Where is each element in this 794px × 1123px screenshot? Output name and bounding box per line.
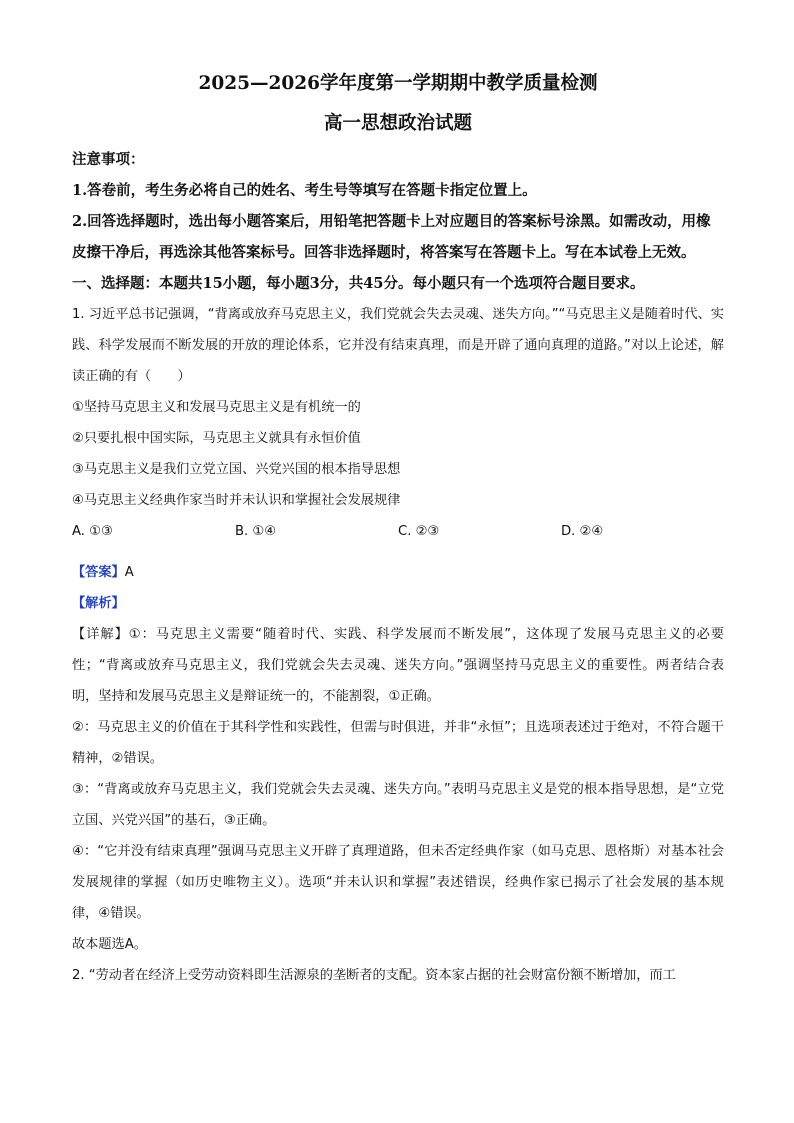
option-a: A. ①③ — [72, 524, 113, 539]
conclusion-line: 故本题选A。 — [72, 937, 147, 952]
detail-paragraph-4: ④：“它并没有结束真理”强调马克思主义开辟了真理道路，但未否定经典作家（如马克思、恩格斯）对基本社会发展规律的掌握（如历史唯物主义）。选项“并未认识和掌握”表述错误，经典作家已揭示了社会发展的基本规律，④错误。 — [72, 844, 724, 921]
detail-paragraph-2: ②：马克思主义的价值在于其科学性和实践性，但需与时俱进，并非“永恒”；且选项表述过于绝对，不符合题干精神，②错误。 — [72, 720, 724, 766]
question-1-options — [72, 516, 724, 547]
section-heading: 一、选择题：本题共15小题，每小题3分，共45分。每小题只有一个选项符合题目要求。 — [72, 275, 645, 292]
option-b: B. ①④ — [235, 524, 277, 539]
detail-paragraph-1 — [72, 619, 724, 712]
question-2-stem: 2. “劳动者在经济上受劳动资料即生活源泉的垄断者的支配。资本家占据的社会财富份额不断增加，而工 — [72, 968, 676, 983]
detail-paragraph-3: ③：“背离或放弃马克思主义，我们党就会失去灵魂、迷失方向。”表明马克思主义是党的根本指导思想，是“立党立国、兴党兴国”的基石，③正确。 — [72, 782, 724, 828]
exam-title: 2025—2026学年度第一学期期中教学质量检测 — [198, 73, 598, 94]
answer-line — [72, 557, 724, 588]
answer-value: A — [124, 565, 134, 580]
document-page — [72, 72, 724, 991]
detail-1-text: ①：马克思主义需要“随着时代、实践、科学发展而不断发展”，这体现了发展马克思主义的必要性；“背离或放弃马克思主义，我们党就会失去灵魂、迷失方向。”强调坚持马克思主义的重要性。两者结合表明，坚持和发展马克思主义是辩证统一的，不能割裂，①正确。 — [72, 627, 725, 704]
question-1-stem: 1. 习近平总书记强调，“背离或放弃马克思主义，我们党就会失去灵魂、迷失方向。”“马克思主义是随着时代、实践、科学发展而不断发展的开放的理论体系，它并没有结束真理，而是开辟了通向真理的道路。”对以上论述，解读正确的有（ ） — [72, 307, 724, 384]
notice-item-2: 2.回答选择题时，选出每小题答案后，用铅笔把答题卡上对应题目的答案标号涂黑。如需改动，用橡皮擦干净后，再选涂其他答案标号。回答非选择题时，将答案写在答题卡上。写在本试卷上无效。 — [72, 213, 711, 261]
analysis-line — [72, 588, 724, 619]
question-1-statement-1: ①坚持马克思主义和发展马克思主义是有机统一的 — [72, 400, 361, 415]
exam-subtitle: 高一思想政治试题 — [323, 113, 472, 134]
question-1-statement-3: ③马克思主义是我们立党立国、兴党兴国的根本指导思想 — [72, 462, 401, 477]
answer-tag: 【答案】 — [72, 565, 125, 580]
detail-tag: 【详解】 — [72, 627, 129, 642]
analysis-tag: 【解析】 — [72, 596, 125, 611]
question-1-statement-2: ②只要扎根中国实际，马克思主义就具有永恒价值 — [72, 431, 361, 446]
option-d: D. ②④ — [561, 524, 604, 539]
question-1-statement-4: ④马克思主义经典作家当时并未认识和掌握社会发展规律 — [72, 493, 401, 508]
option-c: C. ②③ — [398, 524, 440, 539]
notice-item-1: 1.答卷前，考生务必将自己的姓名、考生号等填写在答题卡指定位置上。 — [72, 182, 537, 199]
notice-heading: 注意事项： — [72, 151, 145, 168]
